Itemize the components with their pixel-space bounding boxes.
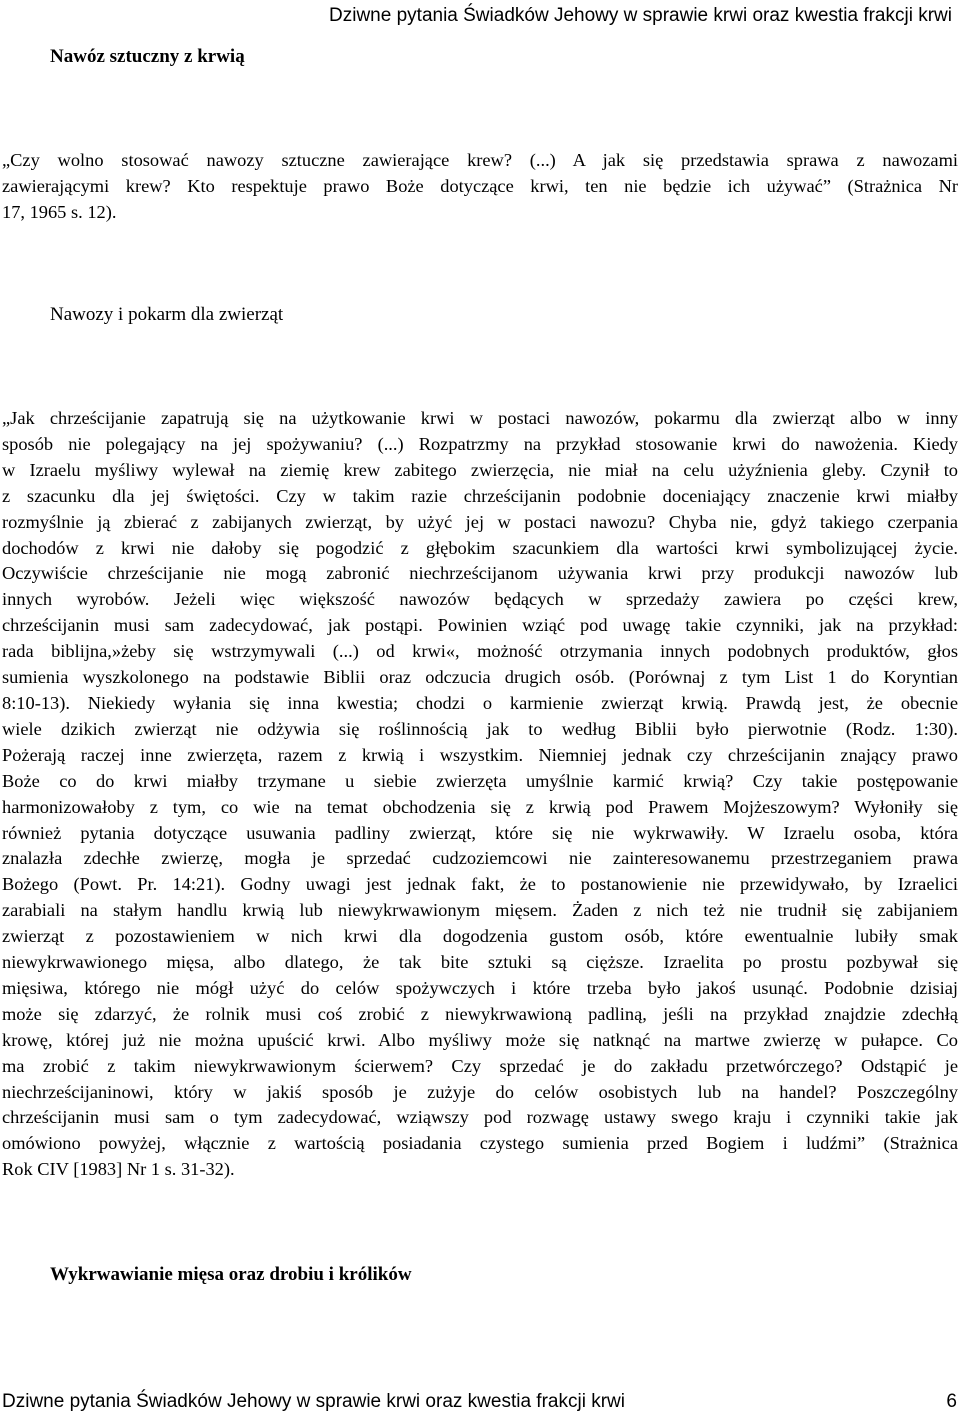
section-heading-wykrwawianie: Wykrwawianie mięsa oraz drobiu i królików bbox=[50, 1264, 412, 1285]
text-line: Pożerają raczej inne zwierzęta, razem z krwią i wszystkim. Niemniej jednak czy chrześcijanin znający prawo bbox=[2, 744, 958, 765]
running-footer bbox=[2, 1389, 957, 1415]
text-line: 17, 1965 s. 12). bbox=[2, 201, 117, 222]
text-line: może się zdarzyć, że rolnik musi coś zrobić z niewykrwawioną padliną, jeśli na przykład znajdzie zdechłą bbox=[2, 1003, 958, 1024]
text-line: Oczywiście chrześcijanie nie mogą zabronić niechrześcijanom używania krwi przy produkcji nawozów lub bbox=[2, 563, 958, 584]
text-line: „Jak chrześcijanie zapatrują się na użytkowanie krwi w postaci nawozów, pokarmu dla zwierząt albo w inny bbox=[2, 408, 958, 428]
text-line: zawierającymi krew? Kto respektuje prawo Boże dotyczące krwi, ten nie będzie ich używać” (Strażnica Nr bbox=[2, 175, 958, 196]
page-number: 6 bbox=[946, 1391, 957, 1412]
footer-title: Dziwne pytania Świadków Jehowy w sprawie krwi oraz kwestia frakcji krwi bbox=[2, 1391, 625, 1412]
text-line: Bożego (Powt. Pr. 14:21). Godny uwagi jest jednak fakt, że to postanowienie nie przewidywało, by Izraelici bbox=[2, 874, 958, 895]
text-line: dochodów z krwi nie dałoby się pogodzić z głębokim szacunkiem dla wartości krwi symbolizującej życie. bbox=[2, 537, 958, 558]
text-line: „Czy wolno stosować nawozy sztuczne zawierające krew? (...) A jak się przedstawia sprawa z nawozami bbox=[2, 150, 958, 170]
text-line: sumienia wyszkolonego na podstawie Biblii oraz odczucia drugich osób. (Porównaj z tym List 1 do Koryntian bbox=[2, 667, 958, 688]
text-line: wiele dzikich zwierząt nie odżywia się roślinnością jak to według Biblii było pierwotnie (Rodz. 1:30). bbox=[2, 718, 958, 739]
section-heading-sztuczny-nawoz: Nawóz sztuczny z krwią bbox=[50, 46, 245, 67]
text-line: znalazła zdechłe zwierzę, mogła je sprzedać cudzoziemcowi nie zainteresowanemu przestrzeganiem prawa bbox=[2, 848, 958, 869]
text-line: rozmyślnie ją zbierać z zabijanych zwierząt, by użyć jej w postaci nawozu? Chyba nie, gdyż takiego czerpania bbox=[2, 511, 958, 532]
text-line: krowę, której już nie można upuścić krwi. Albo myśliwy może się natknąć na martwe zwierzę w pułapce. Co bbox=[2, 1029, 958, 1050]
running-header: Dziwne pytania Świadków Jehowy w sprawie krwi oraz kwestia frakcji krwi bbox=[329, 5, 952, 26]
text-line: chrześcijanin musi sam o tym zadecydować, wziąwszy pod rozwagę ustawy swego kraju i czynniki takie jak bbox=[2, 1107, 958, 1128]
text-line: omówiono powyżej, włącznie z wartością posiadania czystego sumienia przed Bogiem i ludźmi” (Strażnica bbox=[2, 1133, 958, 1154]
text-line: harmonizowałoby z tym, co wie na temat obchodzenia się z krwią pod Prawem Mojżeszowym? Wyłoniły się bbox=[2, 796, 958, 817]
text-line: sposób nie polegający na jej spożywaniu? (...) Rozpatrzmy na przykład stosowanie krwi do nawożenia. Kiedy bbox=[2, 433, 958, 454]
text-line: chrześcijanin musi sam zadecydować, jak postąpi. Powinien wziąć pod uwagę takie czynniki, jak na przykład: bbox=[2, 615, 958, 636]
text-line: niechrześcijaninowi, który w jakiś sposób je zużyje do celów osobistych lub na handel? Poszczególny bbox=[2, 1081, 958, 1102]
text-line: ma zrobić z takim niewykrwawionym ścierwem? Czy sprzedać je do zakładu przetwórczego? Odstąpić je bbox=[2, 1055, 958, 1076]
text-line: zwierząt z pozostawieniem w nich krwi dla dogodzenia gustom osób, które ewentualnie lubiły smak bbox=[2, 926, 958, 947]
quote-paragraph-1983 bbox=[2, 406, 958, 1183]
text-line: z szacunku dla jej świętości. Czy w takim razie chrześcijanin podobnie doceniający znaczenie krwi miałby bbox=[2, 485, 958, 506]
section-heading-nawozy-pokarm: Nawozy i pokarm dla zwierząt bbox=[50, 304, 284, 325]
text-line: zarabiali na stałym handlu krwią lub niewykrwawionym mięsem. Żaden z nich też nie trudnił się zabijaniem bbox=[2, 900, 958, 921]
text-line: w Izraelu myśliwy wylewał na ziemię krew zabitego zwierzęcia, nie miał na celu użyźnienia gleby. Czynił to bbox=[2, 459, 958, 480]
text-line: Rok CIV [1983] Nr 1 s. 31-32). bbox=[2, 1159, 235, 1180]
quote-paragraph-1965 bbox=[2, 148, 958, 226]
text-line: rada biblijna,»żeby się wstrzymywali (...) od krwi«, możność otrzymania innych podobnych produktów, głos bbox=[2, 641, 958, 662]
text-line: niewykrwawionego mięsa, albo dlatego, że tak bite sztuki są cięższe. Izraelita po prostu pozbywał się bbox=[2, 952, 958, 973]
text-line: innych wyrobów. Jeżeli więc większość nawozów będących w sprzedaży zawiera po części krew, bbox=[2, 589, 958, 610]
text-line: również pytania dotyczące usuwania padliny zwierząt, które się nie wykrwawiły. W Izraelu osoba, która bbox=[2, 822, 958, 843]
text-line: mięsiwa, którego nie mógł użyć do celów spożywczych i które trzeba było jakoś usunąć. Podobnie dzisiaj bbox=[2, 977, 958, 998]
text-line: Boże co do krwi miałby trzymane u siebie zwierzęta umyślnie karmić krwią? Czy takie postępowanie bbox=[2, 770, 958, 791]
text-line: 8:10-13). Niekiedy wyłania się inna kwestia; chodzi o karmienie zwierząt krwią. Prawdą jest, że obecnie bbox=[2, 692, 958, 713]
